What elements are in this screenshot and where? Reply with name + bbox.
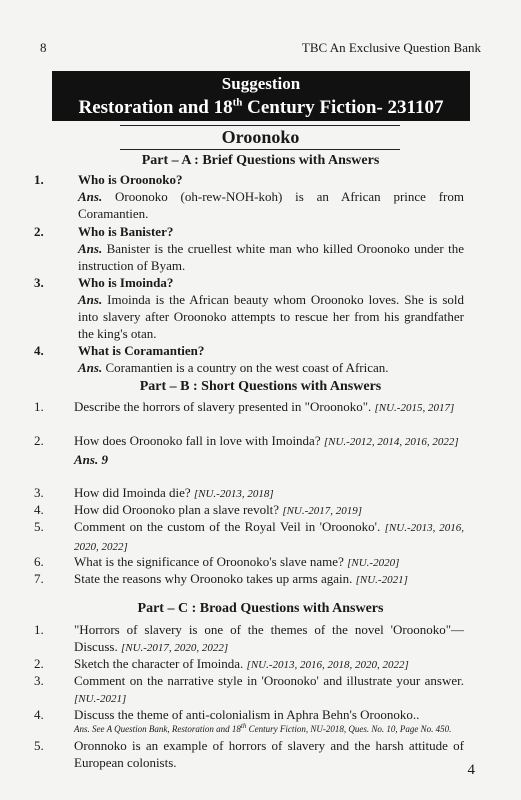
short-question: 3. How did Imoinda die? [NU.-2013, 2018]	[34, 485, 274, 500]
question: What is Coramantien?	[78, 343, 205, 358]
footer-page-number: 4	[467, 762, 475, 778]
short-question: 6. What is the significance of Oroonoko's slave name? [NU.-2020]	[34, 554, 400, 569]
part-b-title: Part – B : Short Questions with Answers	[139, 379, 382, 394]
novel-title: Oroonoko	[221, 127, 300, 147]
answer: Ans. Banister is the cruellest white man who killed Oroonoko under the instruction of Byam.	[78, 241, 464, 273]
answer-ref: Ans. 9	[74, 452, 108, 467]
part-c-title: Part – C : Broad Questions with Answers	[137, 601, 384, 616]
answer: Ans. Coramantien is a country on the west coast of African.	[78, 360, 389, 375]
brief-qa: 3. Who is Imoinda? Ans. Imoinda is the African beauty whom Oroonoko loves. She is sold into slavery after Oroonoko attempts to rescue her from his grandfather the king's otan.	[34, 275, 464, 341]
answer: Ans. Oroonoko (oh-rew-NOH-koh) is an African prince from Coramantien.	[78, 189, 464, 221]
broad-question: 4. Discuss the theme of anti-colonialism in Aphra Behn's Oroonoko..	[34, 707, 420, 722]
question: Who is Imoinda?	[78, 275, 174, 290]
broad-question: 5. Oronnoko is an example of horrors of slavery and the harsh attitude of European colonists.	[34, 738, 464, 770]
title-banner	[52, 71, 470, 121]
broad-question: 2. Sketch the character of Imoinda. [NU.-2013, 2016, 2018, 2020, 2022]	[34, 656, 409, 671]
short-question: 7. State the reasons why Oroonoko takes up arms again. [NU.-2021]	[34, 571, 408, 586]
part-a-title: Part – A : Brief Questions with Answers	[141, 153, 380, 168]
question: Who is Banister?	[78, 224, 174, 239]
page-number: 8	[40, 40, 47, 55]
brief-qa: 4. What is Coramantien? Ans. Coramantien is a country on the west coast of African.	[34, 342, 464, 376]
broad-question: 3. Comment on the narrative style in 'Oroonoko' and illustrate your answer. [NU.-2021]	[34, 673, 464, 705]
question: Who is Oroonoko?	[78, 172, 183, 187]
brief-qa: 1. Who is Oroonoko? Ans. Oroonoko (oh-rew-NOH-koh) is an African prince from Coramantien.	[34, 172, 464, 221]
short-question: 5. Comment on the custom of the Royal Veil in 'Oroonoko'. [NU.-2013, 2016, 2020, 2022]	[34, 519, 464, 553]
broad-question: 1. "Horrors of slavery is one of the themes of the novel 'Oroonoko"— Discuss. [NU.-2017, 2020, 2022]	[34, 622, 464, 654]
answer: Ans. Imoinda is the African beauty whom Oroonoko loves. She is sold into slavery after Oroonoko attempts to rescue her from his grandfather the king's otan.	[78, 292, 464, 341]
banner-line-2: Restoration and 18th Century Fiction- 231107	[78, 96, 444, 118]
short-question: 1. Describe the horrors of slavery presented in "Oroonoko". [NU.-2015, 2017]	[34, 399, 455, 414]
title-rule-bottom	[120, 149, 400, 150]
running-head: TBC An Exclusive Question Bank	[301, 40, 481, 55]
banner-line-1: Suggestion	[221, 74, 301, 93]
page-header	[40, 40, 481, 58]
short-question: 4. How did Oroonoko plan a slave revolt? [NU.-2017, 2019]	[34, 502, 363, 517]
brief-qa: 2. Who is Banister? Ans. Banister is the cruellest white man who killed Oroonoko under the instruction of Byam.	[34, 224, 464, 273]
short-question: 2. How does Oroonoko fall in love with Imoinda? [NU.-2012, 2014, 2016, 2022] Ans. 9	[34, 432, 464, 468]
answer-reference-note: Ans. See A Question Bank, Restoration and 18th Century Fiction, NU-2018, Ques. No. 10, Page No. 450.	[74, 722, 452, 734]
